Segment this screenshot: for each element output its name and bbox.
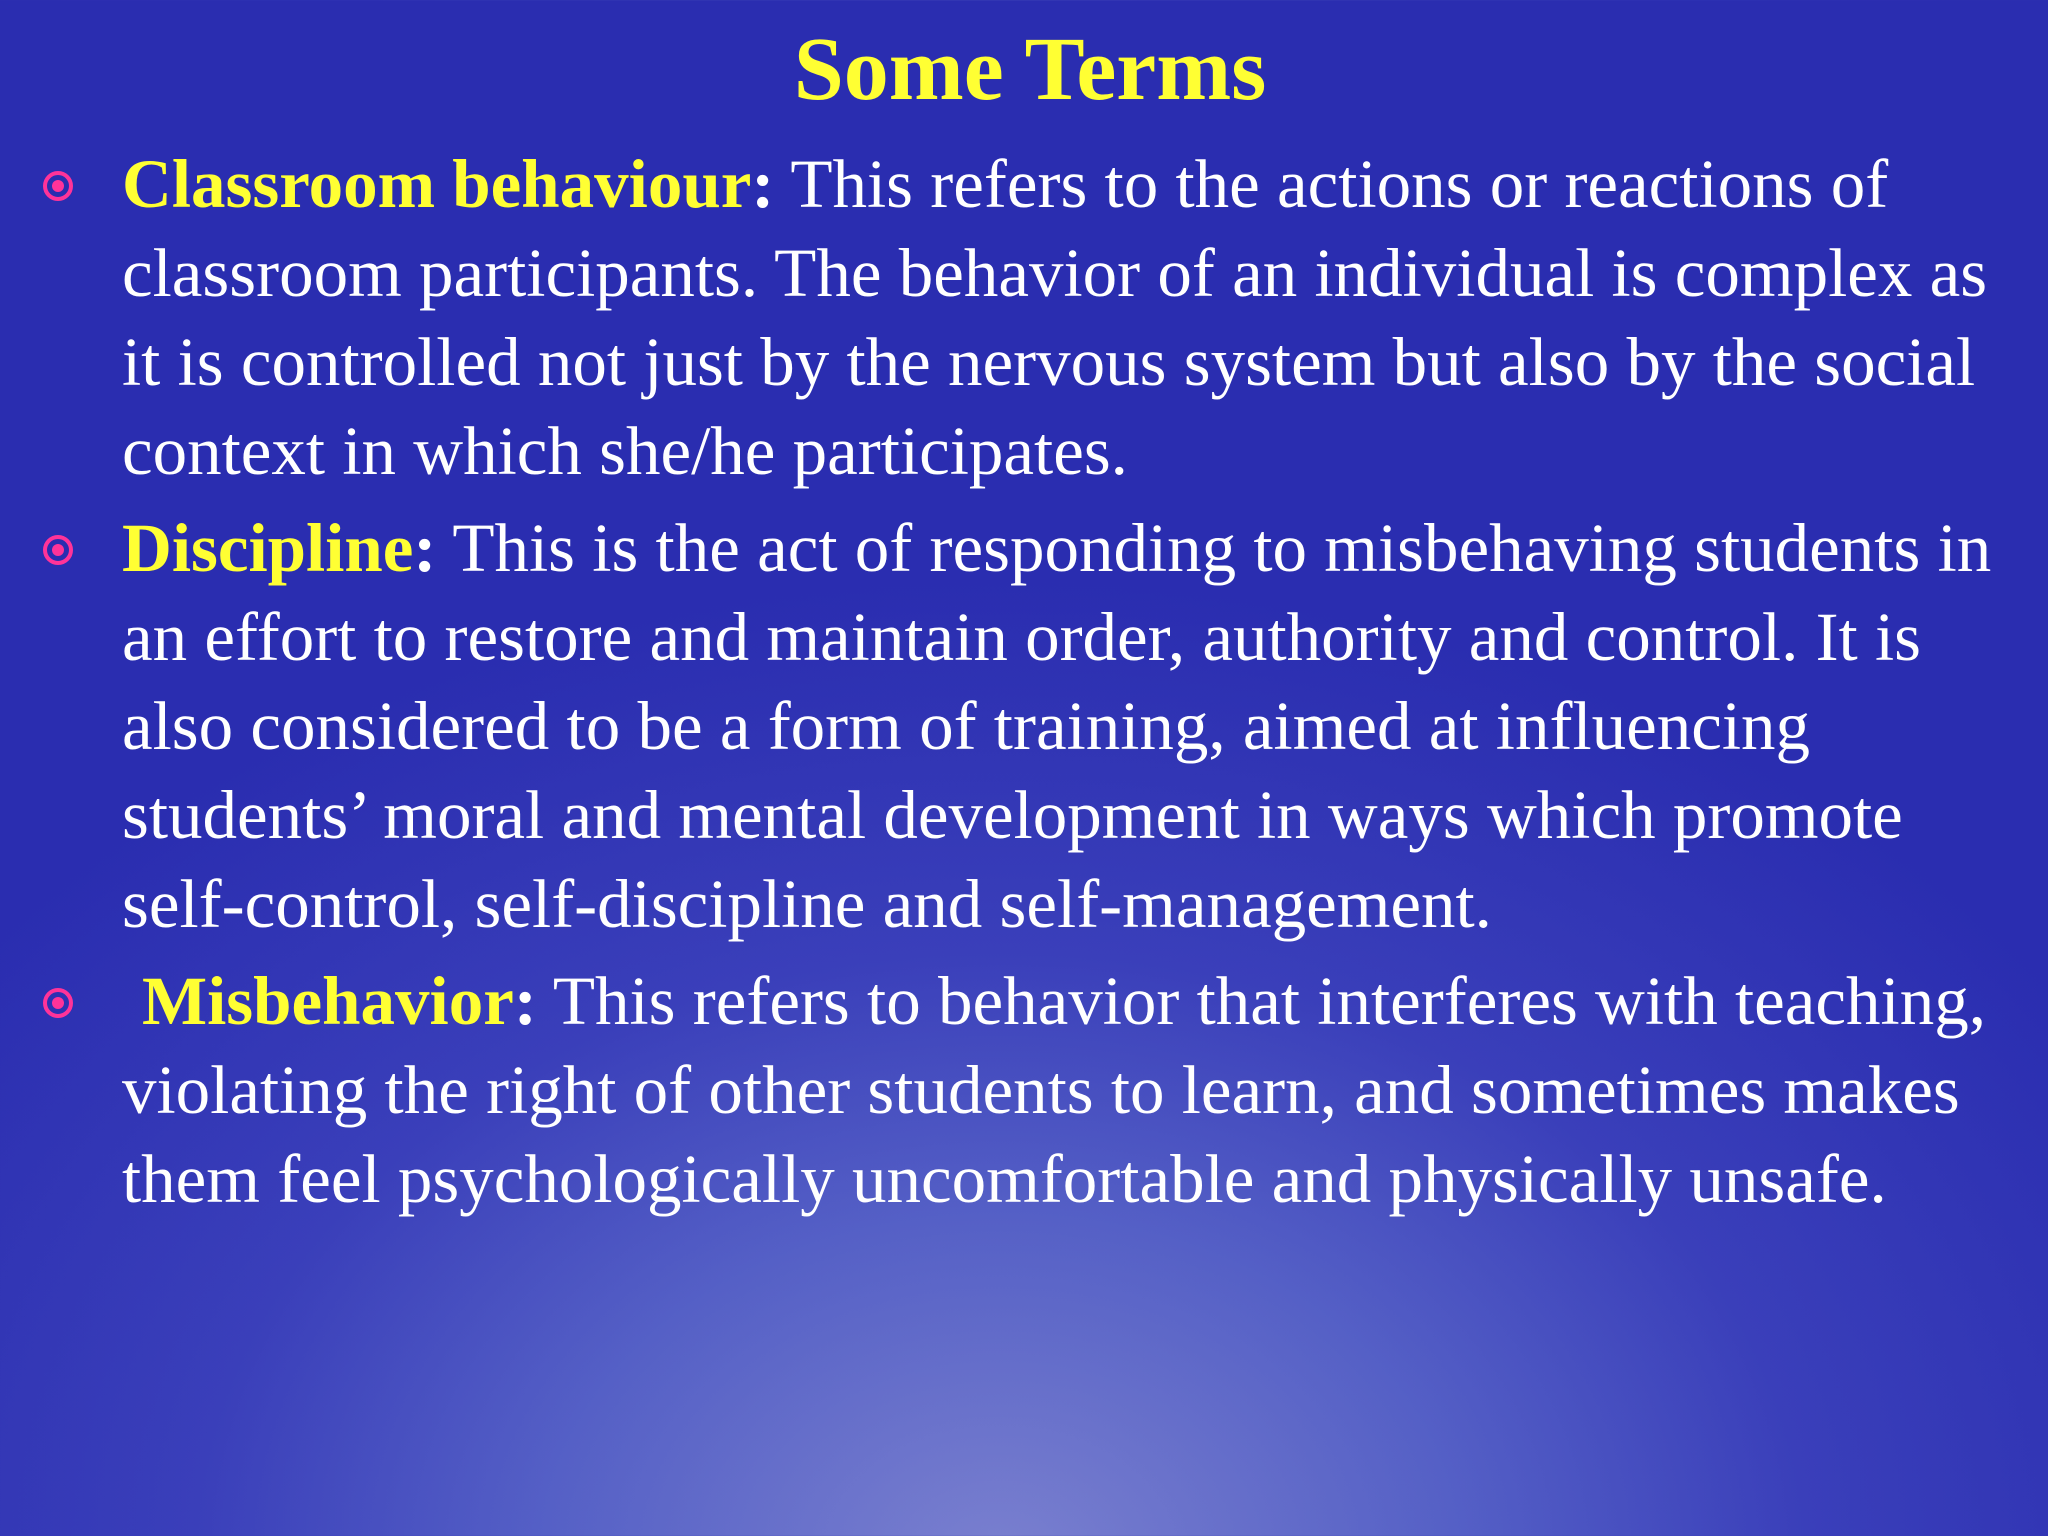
target-circle-icon xyxy=(42,170,74,202)
term-colon: : xyxy=(513,963,537,1039)
term-item-misbehavior xyxy=(0,957,2048,1224)
term-list xyxy=(0,140,2048,1224)
term-item-classroom-behaviour xyxy=(0,140,2048,496)
term-name: Classroom behaviour xyxy=(122,146,752,222)
term-definition: This is the act of responding to misbehaving students in an effort to restore and maintain order, authority and control. It is also considered to be a form of training, aimed at influencing students’ moral and mental development in ways which promote self-control, self-discipline and self-management. xyxy=(122,510,1992,942)
term-definition: This refers to behavior that interferes with teaching, violating the right of other students to learn, and sometimes makes them feel psychologically uncomfortable and physically unsafe. xyxy=(122,963,1986,1217)
term-name: Discipline xyxy=(122,510,414,586)
term-colon: : xyxy=(751,146,775,222)
term-item-discipline xyxy=(0,504,2048,949)
target-circle-icon xyxy=(42,534,74,566)
term-definition: This refers to the actions or reactions of classroom participants. The behavior of an individual is complex as it is controlled not just by the nervous system but also by the social context in which she/he participates. xyxy=(122,146,1988,489)
target-circle-icon xyxy=(42,987,74,1019)
slide-title: Some Terms xyxy=(793,20,1267,119)
term-name: Misbehavior xyxy=(142,963,514,1039)
term-colon: : xyxy=(413,510,437,586)
